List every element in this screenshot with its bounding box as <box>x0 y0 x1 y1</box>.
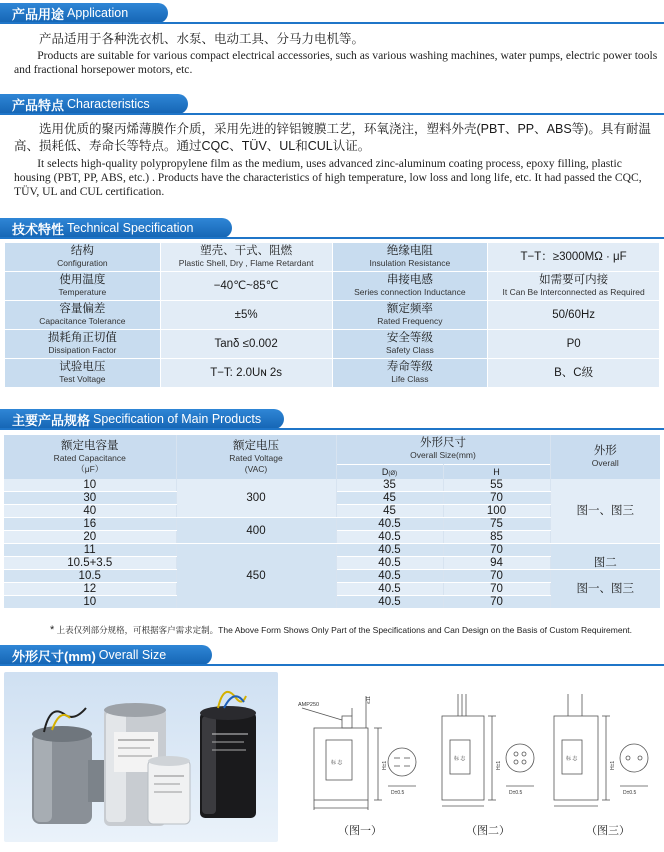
figure-1-drawing <box>296 690 424 814</box>
spec-row <box>5 301 660 330</box>
spec-label-left: 试验电压 Test Voltage <box>5 359 161 388</box>
h-cell: 100 <box>443 505 550 518</box>
main-products-table <box>4 435 660 609</box>
characteristics-en-text: It selects high-quality polypropylene film as the medium, uses advanced zinc-aluminum coating process, epoxy filling, plastic housing (PBT, PP, ABS, etc.) . Products have the characteristics of high temperature, low loss and long life, etc. It had passed the CQC, TÜV, UL and CUL certification. <box>14 157 642 198</box>
spec-label-right: 串接电感 Series connection Inductance <box>332 272 488 301</box>
h-cell: 85 <box>443 531 550 544</box>
cap-cell: 10 <box>4 596 176 609</box>
d-cell: 40.5 <box>336 531 443 544</box>
cap-cell: 10 <box>4 479 176 492</box>
figure-2-drawing <box>434 690 546 814</box>
h-label: H±1 <box>496 760 502 770</box>
d-cell: 45 <box>336 505 443 518</box>
voltage-cell: 400 <box>176 518 336 544</box>
application-en-text: Products are suitable for various compact electrical accessories, such as various washing machines, water pumps, electric power tools and fractional horsepower motors, etc. <box>14 49 658 76</box>
section-header-main-products <box>0 409 664 431</box>
d-label: D±0.5 <box>391 790 405 796</box>
overall-cell: 图一、图三 <box>550 570 660 609</box>
mark-label: 标 志 <box>331 760 343 766</box>
spec-row <box>5 272 660 301</box>
spec-value-left: 塑壳、干式、阻燃 Plastic Shell, Dry , Flame Retardant <box>160 243 332 272</box>
spec-value-right: 如需要可内接 It Can Be Interconnected as Required <box>488 272 660 301</box>
section-title-en: Application <box>67 6 129 20</box>
product-photo <box>4 672 278 842</box>
spec-row <box>5 330 660 359</box>
h-label: H±1 <box>382 760 388 770</box>
amp-label: AMP250 <box>298 702 320 708</box>
h-cell: 55 <box>443 479 550 492</box>
section-title-en: Technical Specification <box>67 221 194 235</box>
h-cell: 75 <box>443 518 550 531</box>
d-cell: 40.5 <box>336 544 443 557</box>
characteristics-cn-text: 选用优质的聚丙烯薄膜作介质，采用先进的锌铝镀膜工艺，环氧浇注，塑料外壳(PBT、PP、ABS等)。具有耐温高、损耗低、寿命长等特点。通过CQC、TÜV、UL和CUL认证。 <box>14 122 651 153</box>
d-label: D±0.5 <box>509 790 523 796</box>
d-cell: 40.5 <box>336 583 443 596</box>
header-overall: 外形 Overall <box>550 435 660 479</box>
d-cell: 45 <box>336 492 443 505</box>
l1-label: ≤11 <box>366 696 372 704</box>
header-rated-capacitance: 额定电容量 Rated Capacitance （μF） <box>4 435 176 479</box>
mark-label: 标 志 <box>454 756 466 762</box>
section-title-cn: 产品特点 <box>12 97 65 113</box>
technical-spec-table <box>4 242 660 388</box>
section-title-cn: 产品用途 <box>12 6 65 22</box>
figure-3-drawing <box>548 690 660 814</box>
section-header-overall-size <box>0 645 664 667</box>
h-label: H±1 <box>610 760 616 770</box>
section-header-application <box>0 3 664 25</box>
section-title-cn: 外形尺寸(mm) <box>12 648 96 664</box>
application-cn-text: 产品适用于各种洗衣机、水泵、电动工具、分马力电机等。 <box>39 32 365 46</box>
capacitors-illustration <box>4 672 278 842</box>
spec-label-right: 额定频率 Rated Frequency <box>332 301 488 330</box>
spec-row <box>5 243 660 272</box>
d-cell: 40.5 <box>336 557 443 570</box>
spec-value-right: P0 <box>488 330 660 359</box>
cap-cell: 16 <box>4 518 176 531</box>
spec-value-left: −40℃~85℃ <box>160 272 332 301</box>
section-title-cn: 主要产品规格 <box>12 412 91 428</box>
cap-cell: 10.5+3.5 <box>4 557 176 570</box>
h-cell: 70 <box>443 583 550 596</box>
h-cell: 70 <box>443 492 550 505</box>
cap-cell: 10.5 <box>4 570 176 583</box>
spec-label-right: 安全等级 Safety Class <box>332 330 488 359</box>
voltage-cell: 450 <box>176 544 336 609</box>
h-cell: 94 <box>443 557 550 570</box>
section-title-cn: 技术特性 <box>12 221 65 237</box>
spec-value-left: Tanδ ≤0.002 <box>160 330 332 359</box>
h-cell: 70 <box>443 570 550 583</box>
overall-cell: 图一、图三 <box>550 479 660 544</box>
section-title-en: Overall Size <box>98 648 167 662</box>
spec-label-left: 损耗角正切值 Dissipation Factor <box>5 330 161 359</box>
spec-value-right: T−T：≥3000MΩ · μF <box>488 243 660 272</box>
overall-cell: 图二 <box>550 544 660 570</box>
d-cell: 40.5 <box>336 596 443 609</box>
voltage-cell: 300 <box>176 479 336 518</box>
spec-label-right: 绝缘电阻 Insulation Resistance <box>332 243 488 272</box>
cap-cell: 11 <box>4 544 176 557</box>
d-label: D±0.5 <box>623 790 637 796</box>
section-header-characteristics <box>0 94 664 116</box>
spec-value-left: ±5% <box>160 301 332 330</box>
cap-cell: 30 <box>4 492 176 505</box>
figure-2-caption: （图二） <box>466 825 510 837</box>
d-cell: 40.5 <box>336 570 443 583</box>
figure-1-caption: （图一） <box>338 825 382 837</box>
header-h: H <box>443 464 550 479</box>
spec-value-right: B、C级 <box>488 359 660 388</box>
spec-value-left: T−T: 2.0Uɴ 2s <box>160 359 332 388</box>
figure-3-caption: （图三） <box>586 825 630 837</box>
header-rated-voltage: 额定电压 Rated Voltage (VAC) <box>176 435 336 479</box>
spec-label-left: 结构 Configuration <box>5 243 161 272</box>
spec-label-right: 寿命等级 Life Class <box>332 359 488 388</box>
mark-label: 标 志 <box>566 756 578 762</box>
section-title-en: Characteristics <box>67 97 150 111</box>
h-cell: 70 <box>443 596 550 609</box>
header-d: D(Ø) <box>336 464 443 479</box>
cap-cell: 12 <box>4 583 176 596</box>
header-overall-size: 外形尺寸 Overall Size(mm) <box>336 435 550 464</box>
spec-row <box>5 359 660 388</box>
h-cell: 70 <box>443 544 550 557</box>
d-cell: 35 <box>336 479 443 492</box>
table-note: * 上表仅列部分规格，可根据客户需求定制。The Above Form Shows Only Part of the Specifications and Can Design on the Basis of Custom Requirement. <box>50 624 633 636</box>
section-title-en: Specification of Main Products <box>93 412 262 426</box>
spec-value-right: 50/60Hz <box>488 301 660 330</box>
d-cell: 40.5 <box>336 518 443 531</box>
spec-label-left: 使用温度 Temperature <box>5 272 161 301</box>
spec-label-left: 容量偏差 Capacitance Tolerance <box>5 301 161 330</box>
cap-cell: 40 <box>4 505 176 518</box>
section-header-technical <box>0 218 664 240</box>
cap-cell: 20 <box>4 531 176 544</box>
note-star: * <box>50 624 55 636</box>
